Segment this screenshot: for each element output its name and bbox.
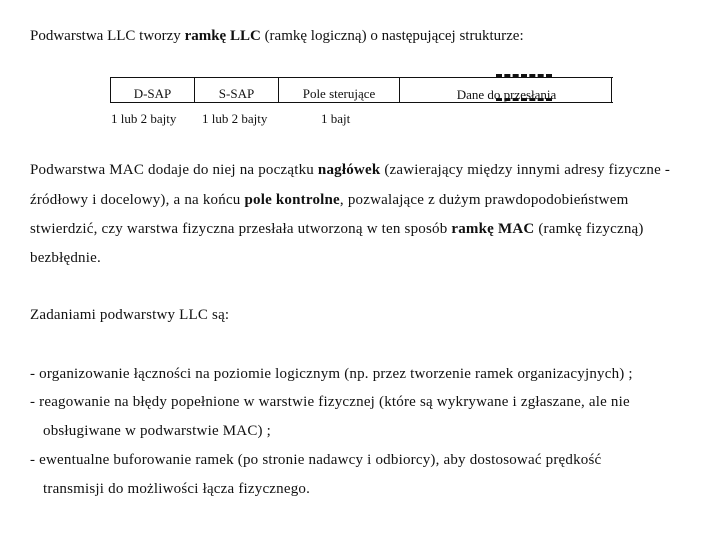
- mac-text: , pozwalające z dużym prawdopodobieństwem: [339, 192, 629, 208]
- frame-field-label: Dane do przesłania: [456, 87, 557, 102]
- variable-length-dashes: [496, 74, 552, 101]
- frame-field-ssap: [195, 78, 279, 102]
- mac-paragraph-line-1: [30, 162, 670, 179]
- frame-field-dsap: [111, 78, 195, 102]
- intro-text: [30, 28, 524, 45]
- mac-text: źródłowy i docelowy), a na końcu: [30, 192, 245, 208]
- mac-text: (ramkę fizyczną): [534, 221, 644, 237]
- task-item-2: - reagowanie na błędy popełnione w warstwie fizycznej (które są wykrywane i zgłaszane, ale nie: [30, 394, 630, 410]
- task-item-2-continued: obsługiwane w podwarstwie MAC) ;: [43, 423, 272, 439]
- mac-bold: nagłówek: [317, 162, 381, 178]
- mac-paragraph-line-2: [30, 192, 628, 209]
- task-item-3-continued: transmisji do możliwości łącza fizycznego.: [43, 481, 311, 497]
- frame-field-label: Pole sterujące: [302, 86, 376, 101]
- mac-text: Podwarstwa MAC dodaje do niej na początku: [30, 162, 318, 178]
- tasks-heading: Zadaniami podwarstwy LLC są:: [30, 307, 230, 323]
- intro-text-end: (ramkę logiczną) o następującej strukturze:: [260, 28, 524, 44]
- mac-bold: pole kontrolne: [244, 192, 340, 208]
- field-size-ssap: 1 lub 2 bajty: [202, 111, 268, 126]
- intro-text-start: Podwarstwa LLC tworzy: [30, 28, 185, 44]
- frame-end-line: [611, 77, 612, 103]
- frame-field-label: D-SAP: [133, 86, 172, 101]
- mac-paragraph-line-3: [30, 221, 644, 238]
- task-item-1: - organizowanie łączności na poziomie logicznym (np. przez tworzenie ramek organizacyjnych) ;: [30, 366, 633, 382]
- mac-paragraph-line-4: bezbłędnie.: [30, 250, 101, 266]
- frame-field-label: S-SAP: [218, 86, 255, 101]
- mac-text: stwierdzić, czy warstwa fizyczna przesłała utworzoną w ten sposób: [30, 221, 452, 237]
- mac-text: (zawierający między innymi adresy fizyczne -: [380, 162, 671, 178]
- task-item-3: - ewentualne buforowanie ramek (po stronie nadawcy i odbiorcy), aby dostosować prędkość: [30, 452, 602, 468]
- field-size-control: 1 bajt: [321, 111, 351, 126]
- intro-text-bold: ramkę LLC: [184, 28, 261, 44]
- field-size-dsap: 1 lub 2 bajty: [111, 111, 177, 126]
- frame-field-control: [279, 78, 400, 102]
- mac-bold: ramkę MAC: [451, 221, 535, 237]
